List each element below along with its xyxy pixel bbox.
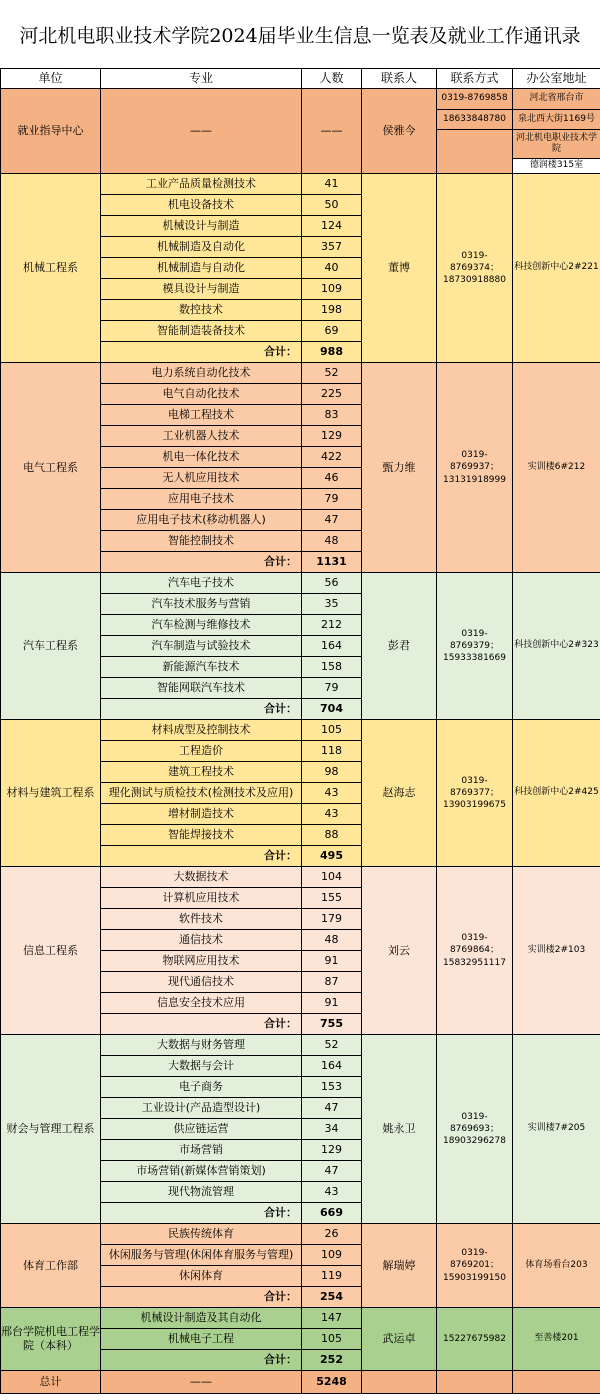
page-title: 河北机电职业技术学院2024届毕业生信息一览表及就业工作通讯录 (19, 24, 581, 47)
major-name: 工业机器人技术 (101, 426, 302, 447)
major-name: 民族传统体育 (101, 1224, 302, 1245)
major-name: 智能制造装备技术 (101, 321, 302, 342)
major-count: 43 (302, 804, 362, 825)
guidance-address-2: 泉北西大街1169号 (513, 110, 600, 130)
major-count: 91 (302, 951, 362, 972)
department-contact: 刘云 (362, 867, 437, 1035)
major-name: 机电一体化技术 (101, 447, 302, 468)
header-contact: 联系人 (362, 69, 437, 89)
department-name: 体育工作部 (1, 1224, 101, 1308)
major-name: 建筑工程技术 (101, 762, 302, 783)
department-office: 科技创新中心2#425 (513, 720, 600, 867)
department-phone: 0319-8769377；13903199675 (437, 720, 513, 867)
major-count: 41 (302, 174, 362, 195)
grand-total-blank-1 (362, 1371, 437, 1394)
subtotal-value: 988 (302, 342, 362, 363)
grand-total-blank-3 (513, 1371, 600, 1394)
department-office: 至善楼201 (513, 1308, 600, 1371)
major-count: 83 (302, 405, 362, 426)
grand-total-blank-2 (437, 1371, 513, 1394)
major-count: 43 (302, 783, 362, 804)
major-count: 164 (302, 636, 362, 657)
header-unit: 单位 (1, 69, 101, 89)
department-office: 科技创新中心2#221 (513, 174, 600, 363)
department-phone: 0319-8769374；18730918880 (437, 174, 513, 363)
major-name: 新能源汽车技术 (101, 657, 302, 678)
subtotal-value: 669 (302, 1203, 362, 1224)
department-office: 实训楼6#212 (513, 363, 600, 573)
major-name: 市场营销(新媒体营销策划) (101, 1161, 302, 1182)
header-phone: 联系方式 (437, 69, 513, 89)
guidance-phone-blank (437, 130, 513, 174)
subtotal-label: 合计： (101, 1203, 302, 1224)
major-count: 34 (302, 1119, 362, 1140)
department-phone: 0319-8769937；13131918999 (437, 363, 513, 573)
major-count: 26 (302, 1224, 362, 1245)
major-count: 422 (302, 447, 362, 468)
major-name: 应用电子技术 (101, 489, 302, 510)
department-contact: 姚永卫 (362, 1035, 437, 1224)
department-office: 体育场看台203 (513, 1224, 600, 1308)
guidance-unit: 就业指导中心 (1, 89, 101, 174)
major-name: 机电设备技术 (101, 195, 302, 216)
table-body (1, 69, 600, 1394)
major-count: 43 (302, 1182, 362, 1203)
major-name: 供应链运营 (101, 1119, 302, 1140)
major-name: 大数据与会计 (101, 1056, 302, 1077)
major-name: 机械制造与自动化 (101, 258, 302, 279)
major-name: 机械电子工程 (101, 1329, 302, 1350)
department-phone: 0319-8769864；15832951117 (437, 867, 513, 1035)
major-name: 模具设计与制造 (101, 279, 302, 300)
major-name: 无人机应用技术 (101, 468, 302, 489)
guidance-phone-2: 18633848780 (437, 110, 513, 130)
subtotal-value: 755 (302, 1014, 362, 1035)
major-count: 40 (302, 258, 362, 279)
major-name: 信息安全技术应用 (101, 993, 302, 1014)
major-count: 79 (302, 489, 362, 510)
guidance-contact: 侯雅今 (362, 89, 437, 174)
major-count: 47 (302, 1098, 362, 1119)
department-phone: 0319-8769693；18903296278 (437, 1035, 513, 1224)
department-office: 实训楼2#103 (513, 867, 600, 1035)
major-count: 87 (302, 972, 362, 993)
major-name: 智能网联汽车技术 (101, 678, 302, 699)
major-name: 理化测试与质检技术(检测技术及应用) (101, 783, 302, 804)
major-name: 机械设计制造及其自动化 (101, 1308, 302, 1329)
major-count: 47 (302, 1161, 362, 1182)
department-contact: 解瑞婷 (362, 1224, 437, 1308)
major-count: 357 (302, 237, 362, 258)
major-name: 电力系统自动化技术 (101, 363, 302, 384)
subtotal-value: 252 (302, 1350, 362, 1371)
major-count: 119 (302, 1266, 362, 1287)
major-count: 104 (302, 867, 362, 888)
department-phone: 0319-8769201；15903199150 (437, 1224, 513, 1308)
major-count: 129 (302, 426, 362, 447)
table-row (1, 1224, 600, 1245)
major-name: 电子商务 (101, 1077, 302, 1098)
department-phone: 15227675982 (437, 1308, 513, 1371)
major-name: 材料成型及控制技术 (101, 720, 302, 741)
department-name: 财会与管理工程系 (1, 1035, 101, 1224)
subtotal-label: 合计： (101, 846, 302, 867)
major-name: 市场营销 (101, 1140, 302, 1161)
subtotal-label: 合计： (101, 699, 302, 720)
major-name: 增材制造技术 (101, 804, 302, 825)
major-count: 212 (302, 615, 362, 636)
major-name: 现代通信技术 (101, 972, 302, 993)
major-count: 158 (302, 657, 362, 678)
subtotal-label: 合计： (101, 1014, 302, 1035)
header-office: 办公室地址 (513, 69, 600, 89)
subtotal-value: 1131 (302, 552, 362, 573)
department-office: 科技创新中心2#323 (513, 573, 600, 720)
major-name: 数控技术 (101, 300, 302, 321)
major-name: 汽车检测与维修技术 (101, 615, 302, 636)
subtotal-label: 合计： (101, 1350, 302, 1371)
header-count: 人数 (302, 69, 362, 89)
major-count: 50 (302, 195, 362, 216)
major-count: 105 (302, 720, 362, 741)
department-contact: 彭君 (362, 573, 437, 720)
major-name: 智能焊接技术 (101, 825, 302, 846)
graduate-info-table (0, 68, 600, 1394)
table-row (1, 174, 600, 195)
major-count: 56 (302, 573, 362, 594)
major-count: 147 (302, 1308, 362, 1329)
major-count: 153 (302, 1077, 362, 1098)
grand-total-row (1, 1371, 600, 1394)
major-count: 79 (302, 678, 362, 699)
guidance-row (1, 89, 600, 110)
major-count: 46 (302, 468, 362, 489)
major-name: 应用电子技术(移动机器人) (101, 510, 302, 531)
major-count: 52 (302, 363, 362, 384)
major-count: 105 (302, 1329, 362, 1350)
major-name: 通信技术 (101, 930, 302, 951)
major-count: 109 (302, 1245, 362, 1266)
major-count: 118 (302, 741, 362, 762)
major-name: 汽车制造与试验技术 (101, 636, 302, 657)
major-count: 91 (302, 993, 362, 1014)
department-name: 邢台学院机电工程学院（本科） (1, 1308, 101, 1371)
major-count: 124 (302, 216, 362, 237)
major-name: 工程造价 (101, 741, 302, 762)
major-count: 35 (302, 594, 362, 615)
table-row (1, 867, 600, 888)
department-name: 材料与建筑工程系 (1, 720, 101, 867)
major-name: 机械制造及自动化 (101, 237, 302, 258)
subtotal-label: 合计： (101, 552, 302, 573)
grand-total-label: 总计 (1, 1371, 101, 1394)
major-name: 现代物流管理 (101, 1182, 302, 1203)
guidance-address-4: 德润楼315室 (513, 159, 600, 174)
major-name: 汽车技术服务与营销 (101, 594, 302, 615)
grand-total-count: 5248 (302, 1371, 362, 1394)
major-count: 179 (302, 909, 362, 930)
major-name: 工业产品质量检测技术 (101, 174, 302, 195)
department-name: 机械工程系 (1, 174, 101, 363)
table-row (1, 720, 600, 741)
subtotal-value: 495 (302, 846, 362, 867)
table-row (1, 1308, 600, 1329)
department-phone: 0319-8769379；15933381669 (437, 573, 513, 720)
header-row (1, 69, 600, 89)
major-name: 汽车电子技术 (101, 573, 302, 594)
major-count: 198 (302, 300, 362, 321)
major-name: 大数据技术 (101, 867, 302, 888)
major-name: 电气自动化技术 (101, 384, 302, 405)
major-name: 电梯工程技术 (101, 405, 302, 426)
subtotal-value: 254 (302, 1287, 362, 1308)
guidance-phone-1: 0319-8769858 (437, 89, 513, 110)
department-name: 信息工程系 (1, 867, 101, 1035)
major-count: 129 (302, 1140, 362, 1161)
major-count: 48 (302, 531, 362, 552)
major-count: 69 (302, 321, 362, 342)
major-name: 物联网应用技术 (101, 951, 302, 972)
department-contact: 董博 (362, 174, 437, 363)
major-count: 98 (302, 762, 362, 783)
subtotal-value: 704 (302, 699, 362, 720)
guidance-major: —— (101, 89, 302, 174)
department-office: 实训楼7#205 (513, 1035, 600, 1224)
major-name: 机械设计与制造 (101, 216, 302, 237)
major-count: 47 (302, 510, 362, 531)
header-major: 专业 (101, 69, 302, 89)
department-contact: 武运卓 (362, 1308, 437, 1371)
major-name: 休闲服务与管理(休闲体育服务与管理) (101, 1245, 302, 1266)
major-name: 工业设计(产品造型设计) (101, 1098, 302, 1119)
major-name: 计算机应用技术 (101, 888, 302, 909)
department-contact: 赵海志 (362, 720, 437, 867)
grand-total-major: —— (101, 1371, 302, 1394)
major-name: 智能控制技术 (101, 531, 302, 552)
subtotal-label: 合计： (101, 342, 302, 363)
major-count: 109 (302, 279, 362, 300)
major-name: 大数据与财务管理 (101, 1035, 302, 1056)
major-count: 225 (302, 384, 362, 405)
guidance-address-1: 河北省邢台市 (513, 89, 600, 110)
department-name: 电气工程系 (1, 363, 101, 573)
major-name: 休闲体育 (101, 1266, 302, 1287)
guidance-address-3: 河北机电职业技术学院 (513, 130, 600, 159)
major-count: 88 (302, 825, 362, 846)
major-count: 48 (302, 930, 362, 951)
department-contact: 甄力维 (362, 363, 437, 573)
subtotal-label: 合计： (101, 1287, 302, 1308)
guidance-count: —— (302, 89, 362, 174)
major-count: 164 (302, 1056, 362, 1077)
department-name: 汽车工程系 (1, 573, 101, 720)
table-row (1, 1035, 600, 1056)
table-row (1, 363, 600, 384)
major-name: 软件技术 (101, 909, 302, 930)
major-count: 155 (302, 888, 362, 909)
table-row (1, 573, 600, 594)
major-count: 52 (302, 1035, 362, 1056)
